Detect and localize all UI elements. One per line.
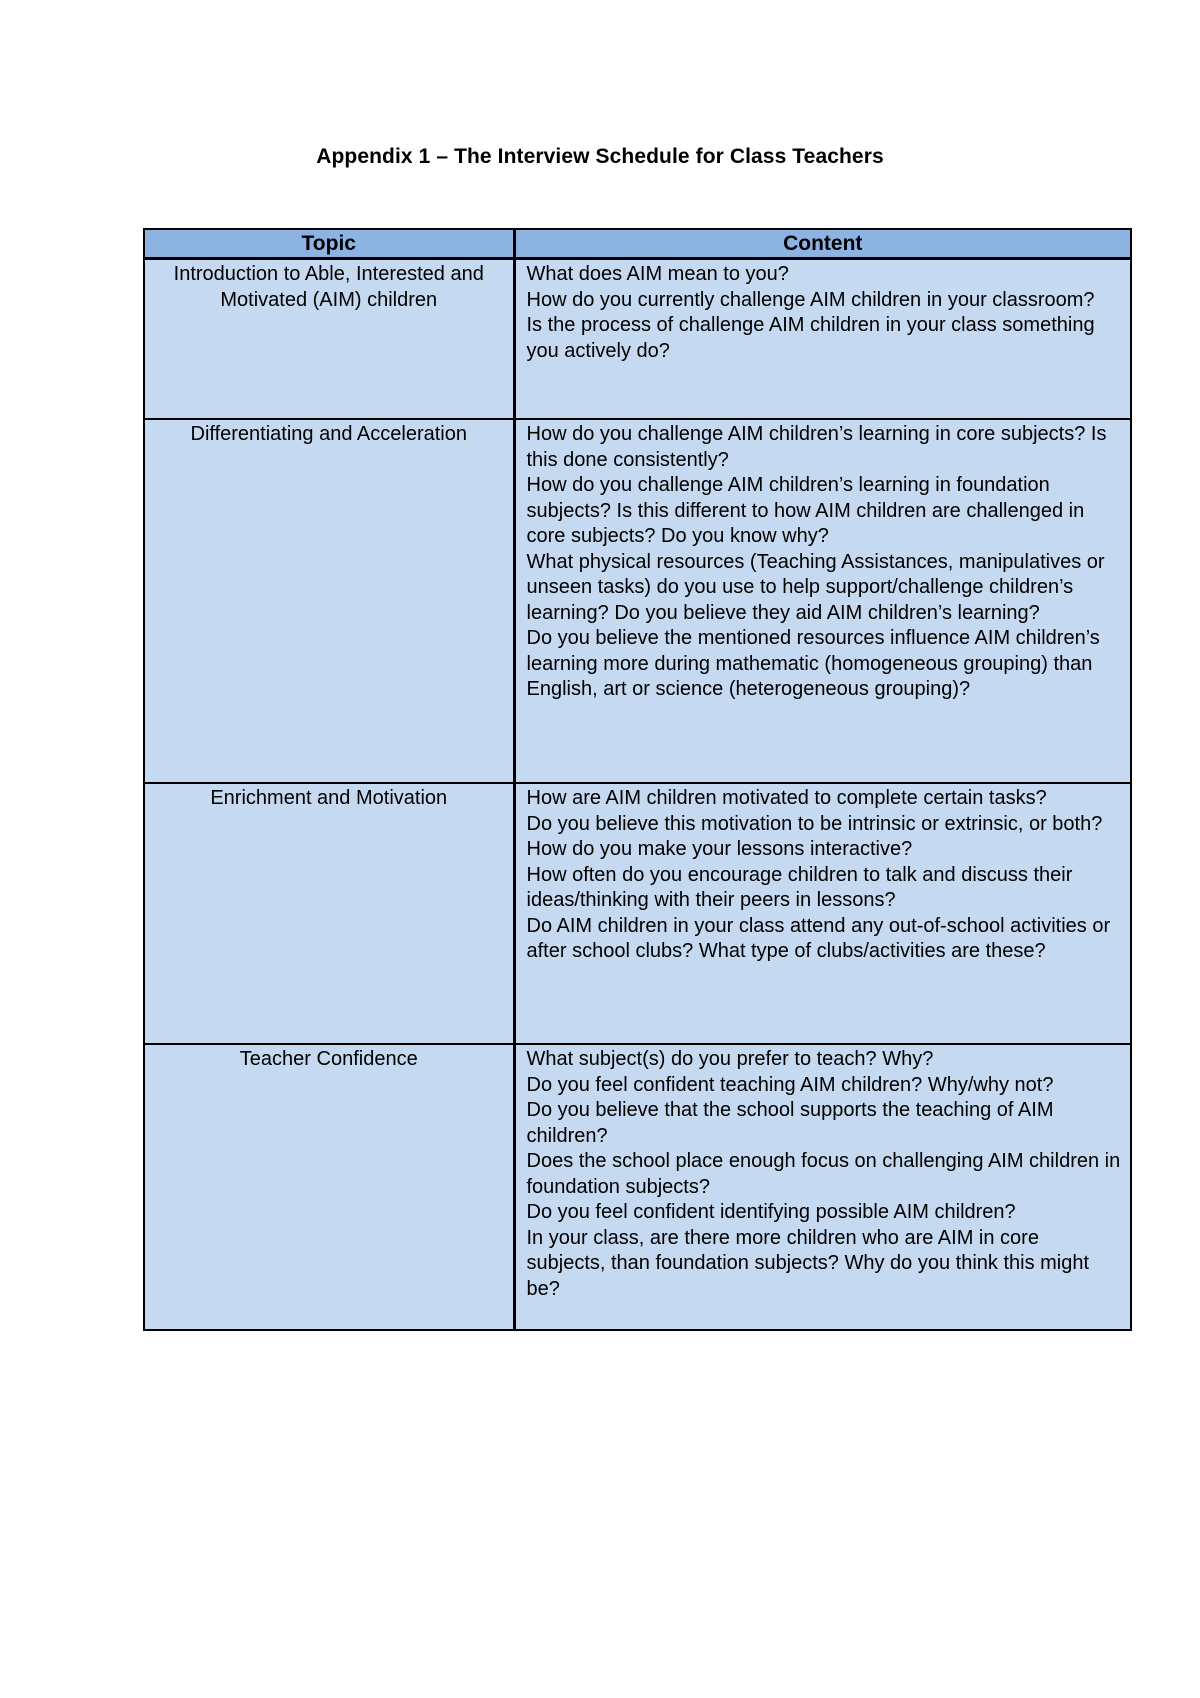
question-line: What physical resources (Teaching Assistances, manipulatives or unseen tasks) do you use to help support/challenge children’s learning? Do you believe they aid AIM children’s learning? xyxy=(526,550,1105,624)
topic-cell: Teacher Confidence xyxy=(144,1044,514,1330)
content-cell xyxy=(514,783,1131,1044)
content-column-header: Content xyxy=(514,229,1131,259)
question-line: Do you believe that the school supports the teaching of AIM children? xyxy=(526,1099,1054,1147)
topic-column-header: Topic xyxy=(144,229,514,259)
question-line: How do you challenge AIM children’s learning in core subjects? Is this done consistently? xyxy=(526,423,1107,471)
table-row xyxy=(144,1044,1131,1330)
page-title: Appendix 1 – The Interview Schedule for Class Teachers xyxy=(316,145,884,168)
question-line: How often do you encourage children to talk and discuss their ideas/thinking with their peers in lessons? xyxy=(526,863,1073,911)
table-header-row xyxy=(144,229,1131,259)
topic-cell: Differentiating and Acceleration xyxy=(144,419,514,783)
topic-cell: Introduction to Able, Interested and Motivated (AIM) children xyxy=(144,259,514,420)
content-cell xyxy=(514,259,1131,420)
topic-cell: Enrichment and Motivation xyxy=(144,783,514,1044)
table-row xyxy=(144,419,1131,783)
question-line: How are AIM children motivated to complete certain tasks? xyxy=(526,787,1047,809)
question-line: What subject(s) do you prefer to teach? Why? xyxy=(526,1048,934,1070)
table-row xyxy=(144,783,1131,1044)
question-line: Do AIM children in your class attend any out-of-school activities or after school clubs? What type of clubs/activities are these? xyxy=(526,914,1111,962)
question-line: How do you challenge AIM children’s learning in foundation subjects? Is this different to how AIM children are challenged in core subjects? Do you know why? xyxy=(526,474,1085,547)
question-line: Do you feel confident teaching AIM children? Why/why not? xyxy=(526,1073,1054,1096)
question-line: How do you make your lessons interactive? xyxy=(526,838,913,860)
question-line: Do you believe this motivation to be intrinsic or extrinsic, or both? xyxy=(526,812,1103,835)
question-line: Do you believe the mentioned resources influence AIM children’s learning more during mathematic (homogeneous grouping) than English, art or science (heterogeneous grouping)? xyxy=(526,627,1100,700)
question-line: Do you feel confident identifying possible AIM children? xyxy=(526,1201,1016,1223)
content-cell xyxy=(514,419,1131,783)
table-row xyxy=(144,259,1131,420)
content-cell xyxy=(514,1044,1131,1330)
interview-schedule-table xyxy=(143,228,1132,1331)
question-line: Does the school place enough focus on challenging AIM children in foundation subjects? xyxy=(526,1150,1121,1198)
question-line: How do you currently challenge AIM children in your classroom? xyxy=(526,288,1095,311)
question-line: What does AIM mean to you? xyxy=(526,263,789,285)
question-line: In your class, are there more children who are AIM in core subjects, than foundation subjects? Why do you think this might be? xyxy=(526,1226,1090,1300)
question-line: Is the process of challenge AIM children in your class something you actively do? xyxy=(526,314,1095,362)
